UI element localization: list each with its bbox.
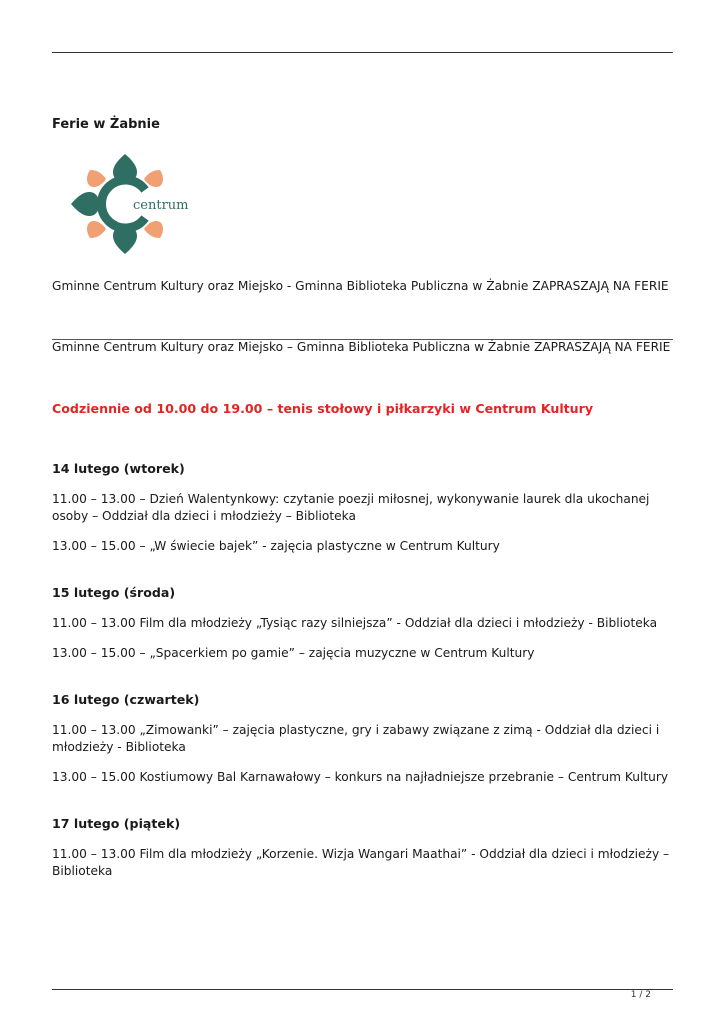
day-heading: 17 lutego (piątek)	[52, 816, 181, 831]
day-heading: 16 lutego (czwartek)	[52, 692, 200, 707]
event-item: 11.00 – 13.00 – Dzień Walentynkowy: czytanie poezji miłosnej, wykonywanie laurek dla ukochanej osoby – Oddział dla dzieci i młodzieży – Biblioteka	[52, 492, 650, 523]
logo-text: centrum	[133, 198, 189, 213]
day-heading: 14 lutego (wtorek)	[52, 461, 185, 476]
event-item: 11.00 – 13.00 Film dla młodzieży „Tysiąc razy silniejsza” - Oddział dla dzieci i młodzieży - Biblioteka	[52, 616, 658, 630]
bottom-rule	[52, 989, 673, 990]
page-title: Ferie w Żabnie	[52, 117, 160, 132]
event-item: 11.00 – 13.00 „Zimowanki” – zajęcia plastyczne, gry i zabawy związane z zimą - Oddział dla dzieci i młodzieży - Biblioteka	[52, 723, 660, 754]
daily-announcement: Codziennie od 10.00 do 19.00 – tenis stołowy i piłkarzyki w Centrum Kultury	[52, 401, 594, 416]
event-item: 13.00 – 15.00 Kostiumowy Bal Karnawałowy – konkurs na najładniejsze przebranie – Centrum Kultury	[52, 770, 669, 784]
page-number: 1 / 2	[630, 990, 651, 1000]
event-item: 13.00 – 15.00 – „Spacerkiem po gamie” – zajęcia muzyczne w Centrum Kultury	[52, 646, 535, 660]
day-block	[52, 585, 677, 662]
day-block	[52, 461, 677, 555]
schedule	[52, 461, 677, 910]
day-block	[52, 692, 677, 786]
top-rule	[52, 52, 673, 53]
event-item: 11.00 – 13.00 Film dla młodzieży „Korzenie. Wizja Wangari Maathai” - Oddział dla dzieci i młodzieży – Biblioteka	[52, 847, 670, 878]
intro-line-1: Gminne Centrum Kultury oraz Miejsko - Gminna Biblioteka Publiczna w Żabnie ZAPRASZAJĄ NA FERIE	[52, 279, 669, 293]
day-heading: 15 lutego (środa)	[52, 585, 176, 600]
intro-line-2: Gminne Centrum Kultury oraz Miejsko – Gminna Biblioteka Publiczna w Żabnie ZAPRASZAJĄ NA FERIE	[52, 340, 671, 354]
event-item: 13.00 – 15.00 – „W świecie bajek” - zajęcia plastyczne w Centrum Kultury	[52, 539, 500, 553]
day-block	[52, 816, 677, 880]
centrum-logo	[66, 152, 196, 256]
